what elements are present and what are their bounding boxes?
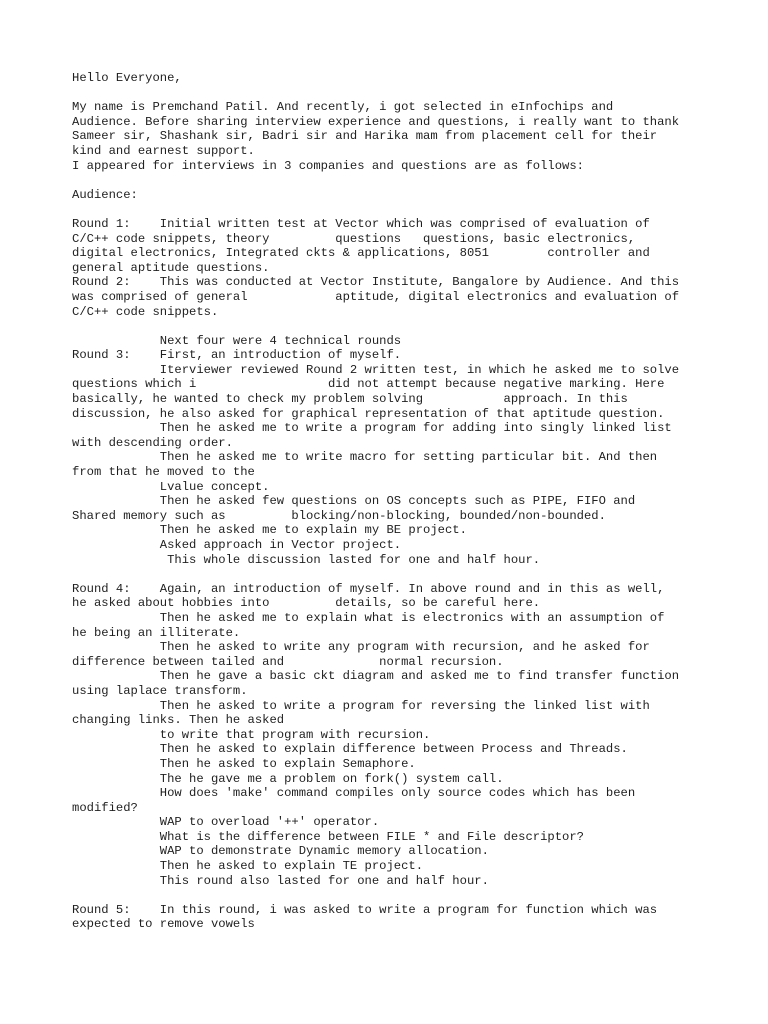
round-line: he being an illiterate. xyxy=(72,625,241,640)
spacer xyxy=(72,888,752,903)
round-line: Round 4: Again, an introduction of myself. In above round and in this as well, xyxy=(72,581,665,596)
round-line: Then he asked few questions on OS concepts such as PIPE, FIFO and xyxy=(72,494,636,509)
round-line: Then he asked to explain difference between Process and Threads. xyxy=(72,742,628,757)
round-line: Then he asked me to write macro for setting particular bit. And then xyxy=(72,450,658,465)
round-line: Lvalue concept. xyxy=(72,479,270,494)
round-line: Then he asked me to explain what is electronics with an assumption of xyxy=(72,610,665,625)
round-line: expected to remove vowels xyxy=(72,917,255,932)
round-5-section xyxy=(72,903,752,932)
round-line: C/C++ code snippets, theory questions questions, basic electronics, xyxy=(72,231,636,246)
round-line: Then he gave a basic ckt diagram and asked me to find transfer function xyxy=(72,669,680,684)
round-line: The he gave me a problem on fork() system call. xyxy=(72,771,504,786)
round-line: Round 1: Initial written test at Vector which was comprised of evaluation of xyxy=(72,216,650,231)
round-line: This whole discussion lasted for one and half hour. xyxy=(72,552,541,567)
spacer xyxy=(72,86,752,101)
round-line: Round 2: This was conducted at Vector Institute, Bangalore by Audience. And this xyxy=(72,275,680,290)
round-line: Then he asked me to explain my BE project. xyxy=(72,523,467,538)
round-line: WAP to overload '++' operator. xyxy=(72,815,380,830)
spacer xyxy=(72,567,752,582)
round-line: general aptitude questions. xyxy=(72,260,270,275)
intro-line: Audience. Before sharing interview experience and questions, i really want to thank xyxy=(72,114,680,129)
round-line: modified? xyxy=(72,800,138,815)
spacer xyxy=(72,202,752,217)
round-line: What is the difference between FILE * and File descriptor? xyxy=(72,829,584,844)
intro-line: My name is Premchand Patil. And recently, i got selected in eInfochips and xyxy=(72,100,614,115)
round-line: difference between tailed and normal recursion. xyxy=(72,654,504,669)
round-line: Then he asked to write any program with recursion, and he asked for xyxy=(72,640,650,655)
round-line: Then he asked me to write a program for adding into singly linked list xyxy=(72,421,672,436)
intro-line: I appeared for interviews in 3 companies and questions are as follows: xyxy=(72,158,584,173)
round-line: Then he asked to explain Semaphore. xyxy=(72,756,416,771)
round-line: Round 5: In this round, i was asked to write a program for function which was xyxy=(72,902,658,917)
round-line: Then he asked to explain TE project. xyxy=(72,859,424,874)
document-page xyxy=(72,71,752,932)
round-line: was comprised of general aptitude, digital electronics and evaluation of xyxy=(72,289,680,304)
spacer xyxy=(72,173,752,188)
round-line: discussion, he also asked for graphical representation of that aptitude question. xyxy=(72,406,665,421)
round-line: with descending order. xyxy=(72,435,233,450)
round-line: Then he asked to write a program for reversing the linked list with xyxy=(72,698,650,713)
intro-line: kind and earnest support. xyxy=(72,143,255,158)
company-heading: Audience: xyxy=(72,187,138,202)
round-4-section xyxy=(72,582,752,888)
rounds-1-2-section xyxy=(72,217,752,319)
round-line: digital electronics, Integrated ckts & applications, 8051 controller and xyxy=(72,246,650,261)
round-line: using laplace transform. xyxy=(72,683,248,698)
round-3-section xyxy=(72,334,752,568)
spacer xyxy=(72,319,752,334)
round-line: How does 'make' command compiles only source codes which has been xyxy=(72,786,636,801)
round-line: Asked approach in Vector project. xyxy=(72,538,402,552)
round-line: basically, he wanted to check my problem solving approach. In this xyxy=(72,392,628,407)
round-line: from that he moved to the xyxy=(72,465,255,480)
greeting: Hello Everyone, xyxy=(72,71,182,85)
intro-paragraph xyxy=(72,100,752,173)
round-line: WAP to demonstrate Dynamic memory allocation. xyxy=(72,844,489,859)
round-line: questions which i did not attempt because negative marking. Here xyxy=(72,377,665,392)
round-line: Next four were 4 technical rounds xyxy=(72,333,402,348)
round-line: Iterviewer reviewed Round 2 written test, in which he asked me to solve xyxy=(72,362,680,377)
round-line: to write that program with recursion. xyxy=(72,727,431,742)
round-line: This round also lasted for one and half hour. xyxy=(72,873,489,888)
round-line: Round 3: First, an introduction of myself. xyxy=(72,348,402,363)
round-line: changing links. Then he asked xyxy=(72,713,285,728)
round-line: C/C++ code snippets. xyxy=(72,304,219,319)
intro-line: Sameer sir, Shashank sir, Badri sir and Harika mam from placement cell for their xyxy=(72,129,658,144)
round-line: he asked about hobbies into details, so be careful here. xyxy=(72,596,541,611)
round-line: Shared memory such as blocking/non-blocking, bounded/non-bounded. xyxy=(72,508,606,523)
